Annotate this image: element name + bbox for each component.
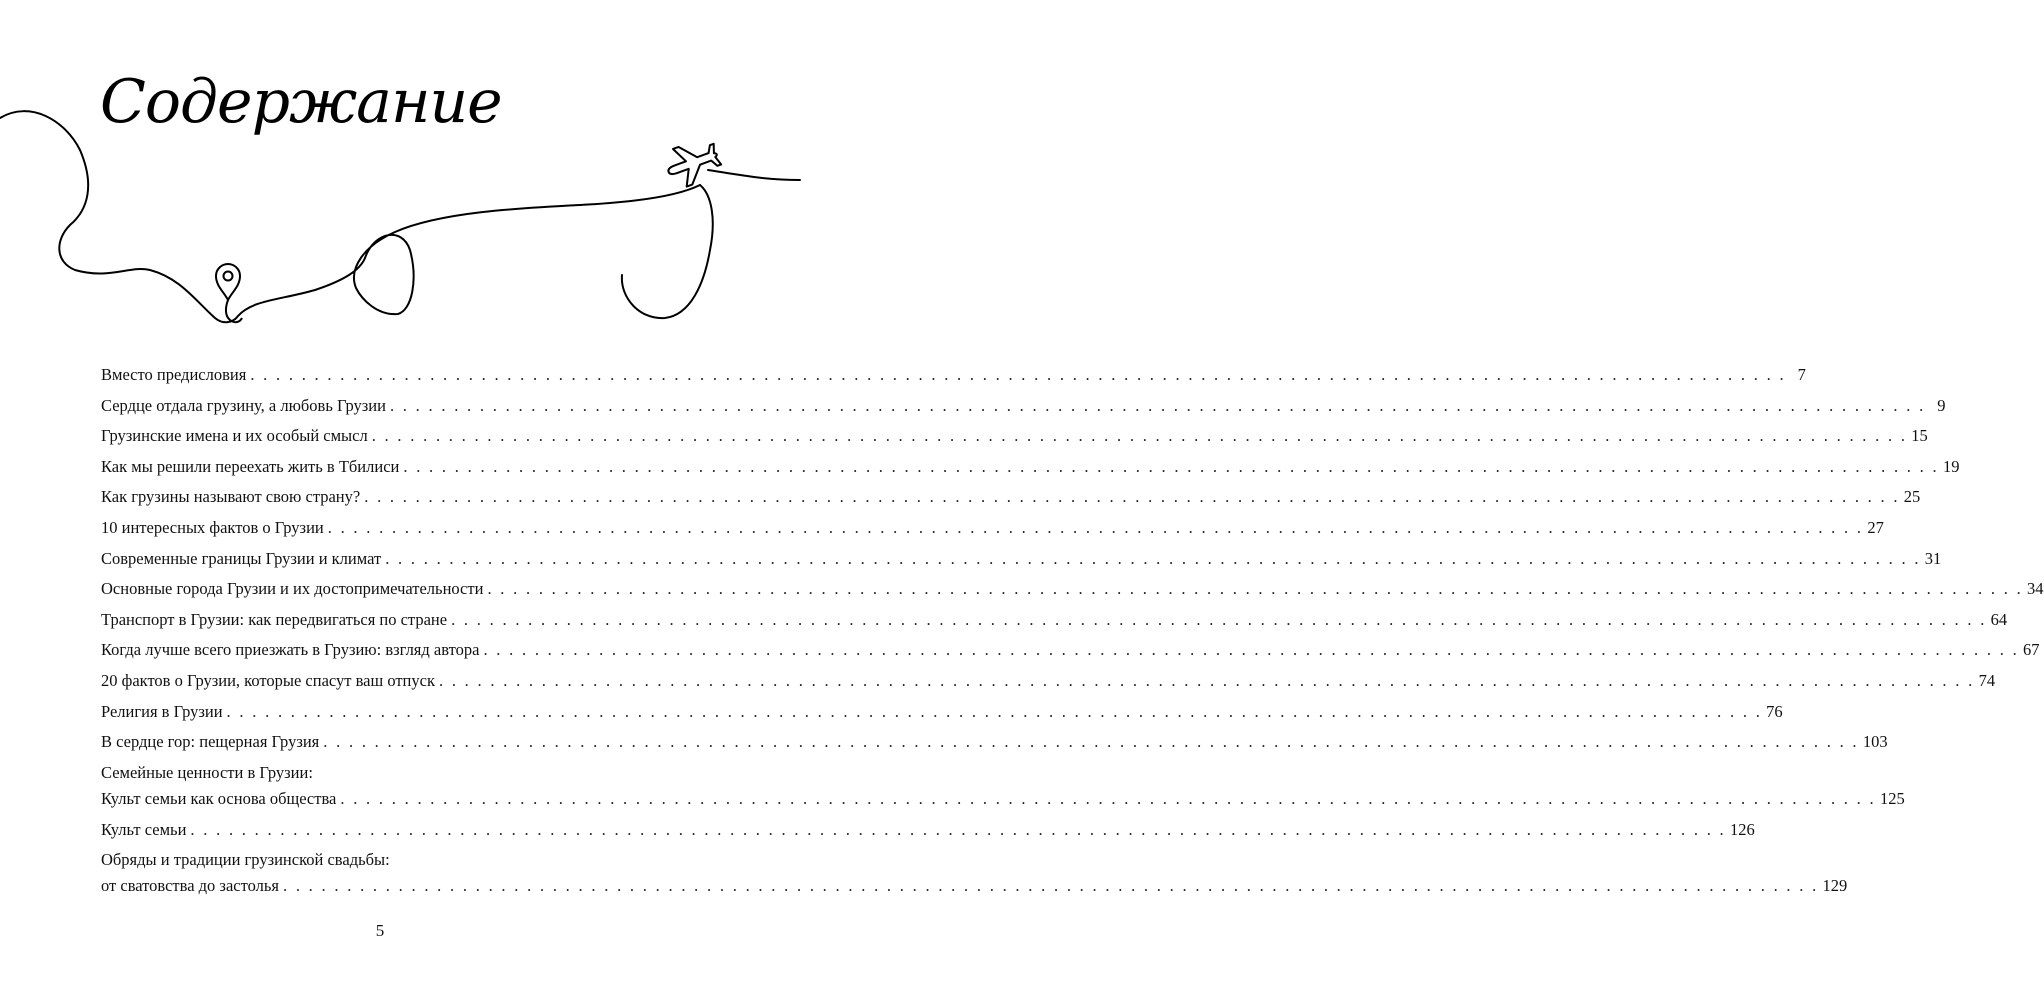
toc-entry-label: от сватовства до застолья [101, 876, 279, 896]
flight-path-line [0, 111, 700, 322]
toc-entry[interactable] [101, 517, 1884, 539]
toc-leader-dots: . . . . . . . . . . . . . . . . . . . . . . . . . . . . . . . . . . . . . . . . . . . . . . . . . . . . . . . . . . . . . . . . . . . . . . . . . . . . . . . . . . . . . . . . . . . . . . . . . . . . . . . . . . . . . . . . . . . . . . . . [364, 487, 1900, 507]
airplane-icon [662, 135, 725, 190]
toc-entry[interactable] [101, 670, 1996, 692]
toc-entry-label: Когда лучше всего приезжать в Грузию: взгляд автора [101, 640, 480, 660]
toc-leader-dots: . . . . . . . . . . . . . . . . . . . . . . . . . . . . . . . . . . . . . . . . . . . . . . . . . . . . . . . . . . . . . . . . . . . . . . . . . . . . . . . . . . . . . . . . . . . . . . . . . . . . . . . . . . . . . . . . . . . . . . . . [250, 365, 1786, 384]
toc-leader-dots: . . . . . . . . . . . . . . . . . . . . . . . . . . . . . . . . . . . . . . . . . . . . . . . . . . . . . . . . . . . . . . . . . . . . . . . . . . . . . . . . . . . . . . . . . . . . . . . . . . . . . . . . . . . . . . . . . . . . . . . . [371, 426, 1908, 446]
toc-entry-label: В сердце гор: пещерная Грузия [101, 732, 320, 752]
toc-entry-heading-label: Семейные ценности в Грузии: [101, 762, 313, 782]
toc-entry-heading [101, 849, 661, 871]
toc-entry-page: 9 [1937, 395, 1946, 415]
toc-entry[interactable] [101, 578, 2044, 600]
toc-entry-label: Как грузины называют свою страну? [101, 487, 361, 507]
toc-entry-label: 20 фактов о Грузии, которые спасут ваш отпуск [101, 670, 435, 690]
toc-entry[interactable] [101, 788, 1905, 810]
toc-leader-dots: . . . . . . . . . . . . . . . . . . . . . . . . . . . . . . . . . . . . . . . . . . . . . . . . . . . . . . . . . . . . . . . . . . . . . . . . . . . . . . . . . . . . . . . . . . . . . . . . . . . . . . . . . . . . . . . . . . . . . . . . [340, 788, 1876, 808]
toc-leader-dots: . . . . . . . . . . . . . . . . . . . . . . . . . . . . . . . . . . . . . . . . . . . . . . . . . . . . . . . . . . . . . . . . . . . . . . . . . . . . . . . . . . . . . . . . . . . . . . . . . . . . . . . . . . . . . . . . . . . . . . . . [190, 819, 1726, 839]
page-number: 5 [375, 921, 385, 940]
toc-entry-page: 129 [1822, 876, 1848, 896]
toc-entry-page: 31 [1924, 548, 1942, 568]
toc-leader-dots: . . . . . . . . . . . . . . . . . . . . . . . . . . . . . . . . . . . . . . . . . . . . . . . . . . . . . . . . . . . . . . . . . . . . . . . . . . . . . . . . . . . . . . . . . . . . . . . . . . . . . . . . . . . . . . . . . . . . . . . . [451, 609, 1987, 629]
toc-entry-heading [101, 762, 661, 784]
toc-entry-page: 34 [2027, 579, 2044, 599]
toc-entry[interactable] [101, 456, 1960, 478]
toc-entry-label: Религия в Грузии [101, 701, 223, 721]
toc-leader-dots: . . . . . . . . . . . . . . . . . . . . . . . . . . . . . . . . . . . . . . . . . . . . . . . . . . . . . . . . . . . . . . . . . . . . . . . . . . . . . . . . . . . . . . . . . . . . . . . . . . . . . . . . . . . . . . . . . . . . . . . . [226, 701, 1763, 721]
table-of-contents [101, 364, 2044, 906]
toc-entry-page: 74 [1978, 670, 1996, 690]
toc-entry[interactable] [101, 486, 1921, 508]
toc-entry[interactable] [101, 819, 1755, 841]
toc-entry[interactable] [101, 731, 1888, 753]
toc-leader-dots: . . . . . . . . . . . . . . . . . . . . . . . . . . . . . . . . . . . . . . . . . . . . . . . . . . . . . . . . . . . . . . . . . . . . . . . . . . . . . . . . . . . . . . . . . . . . . . . . . . . . . . . . . . . . . . . . . . . . . . . . [385, 548, 1921, 568]
toc-entry-label: Грузинские имена и их особый смысл [101, 426, 368, 446]
toc-leader-dots: . . . . . . . . . . . . . . . . . . . . . . . . . . . . . . . . . . . . . . . . . . . . . . . . . . . . . . . . . . . . . . . . . . . . . . . . . . . . . . . . . . . . . . . . . . . . . . . . . . . . . . . . . . . . . . . . . . . . . . . . [327, 517, 1864, 537]
toc-entry-page: 126 [1729, 819, 1755, 839]
toc-entry-page: 7 [1797, 365, 1806, 384]
toc-entry-page: 19 [1942, 456, 1960, 476]
toc-entry-page: 64 [1990, 609, 2008, 629]
toc-entry-heading-label: Обряды и традиции грузинской свадьбы: [101, 850, 390, 870]
toc-entry-page: 76 [1766, 701, 1783, 721]
toc-entry-page: 103 [1862, 732, 1888, 752]
toc-leader-dots: . . . . . . . . . . . . . . . . . . . . . . . . . . . . . . . . . . . . . . . . . . . . . . . . . . . . . . . . . . . . . . . . . . . . . . . . . . . . . . . . . . . . . . . . . . . . . . . . . . . . . . . . . . . . . . . . . . . . . . . . [487, 579, 2024, 599]
toc-entry-page: 15 [1911, 426, 1928, 446]
page-title: Содержание [100, 67, 502, 137]
toc-leader-dots: . . . . . . . . . . . . . . . . . . . . . . . . . . . . . . . . . . . . . . . . . . . . . . . . . . . . . . . . . . . . . . . . . . . . . . . . . . . . . . . . . . . . . . . . . . . . . . . . . . . . . . . . . . . . . . . . . . . . . . . . [282, 876, 1819, 896]
toc-leader-dots: . . . . . . . . . . . . . . . . . . . . . . . . . . . . . . . . . . . . . . . . . . . . . . . . . . . . . . . . . . . . . . . . . . . . . . . . . . . . . . . . . . . . . . . . . . . . . . . . . . . . . . . . . . . . . . . . . . . . . . . . [438, 670, 1975, 690]
toc-entry-label: Культ семьи [101, 819, 187, 839]
toc-leader-dots: . . . . . . . . . . . . . . . . . . . . . . . . . . . . . . . . . . . . . . . . . . . . . . . . . . . . . . . . . . . . . . . . . . . . . . . . . . . . . . . . . . . . . . . . . . . . . . . . . . . . . . . . . . . . . . . . . . . . . . . . [483, 640, 2020, 660]
toc-entry-label: Культ семьи как основа общества [101, 788, 337, 808]
toc-leader-dots: . . . . . . . . . . . . . . . . . . . . . . . . . . . . . . . . . . . . . . . . . . . . . . . . . . . . . . . . . . . . . . . . . . . . . . . . . . . . . . . . . . . . . . . . . . . . . . . . . . . . . . . . . . . . . . . . . . . . . . . . [323, 732, 1859, 752]
toc-entry[interactable] [101, 639, 2040, 661]
toc-entry-label: 10 интересных фактов о Грузии [101, 517, 324, 537]
toc-entry-label: Сердце отдала грузину, а любовь Грузии [101, 395, 386, 415]
toc-entry-page: 27 [1867, 517, 1884, 537]
toc-entry[interactable] [101, 364, 1806, 386]
toc-leader-dots: . . . . . . . . . . . . . . . . . . . . . . . . . . . . . . . . . . . . . . . . . . . . . . . . . . . . . . . . . . . . . . . . . . . . . . . . . . . . . . . . . . . . . . . . . . . . . . . . . . . . . . . . . . . . . . . . . . . . . . . . [403, 456, 1939, 476]
toc-entry-label: Транспорт в Грузии: как передвигаться по стране [101, 609, 448, 629]
toc-entry[interactable] [101, 701, 1783, 723]
toc-entry-label: Современные границы Грузии и климат [101, 548, 382, 568]
toc-entry[interactable] [101, 875, 1848, 897]
toc-entry-label: Как мы решили переехать жить в Тбилиси [101, 456, 400, 476]
toc-entry[interactable] [101, 395, 1946, 417]
flight-path-line [622, 185, 713, 318]
map-pin-icon [216, 264, 242, 322]
toc-entry[interactable] [101, 609, 2008, 631]
toc-entry-page: 25 [1903, 487, 1921, 507]
flight-path-illustration [0, 0, 800, 340]
toc-entry-page: 125 [1879, 788, 1905, 808]
toc-entry-label: Основные города Грузии и их достопримечательности [101, 579, 484, 599]
toc-entry[interactable] [101, 548, 1942, 570]
toc-leader-dots: . . . . . . . . . . . . . . . . . . . . . . . . . . . . . . . . . . . . . . . . . . . . . . . . . . . . . . . . . . . . . . . . . . . . . . . . . . . . . . . . . . . . . . . . . . . . . . . . . . . . . . . . . . . . . . . . . . . . . . . . [389, 395, 1926, 415]
flight-path-line [708, 170, 800, 180]
toc-entry[interactable] [101, 425, 1928, 447]
toc-entry-page: 67 [2023, 640, 2040, 660]
toc-entry-label: Вместо предисловия [101, 365, 247, 384]
